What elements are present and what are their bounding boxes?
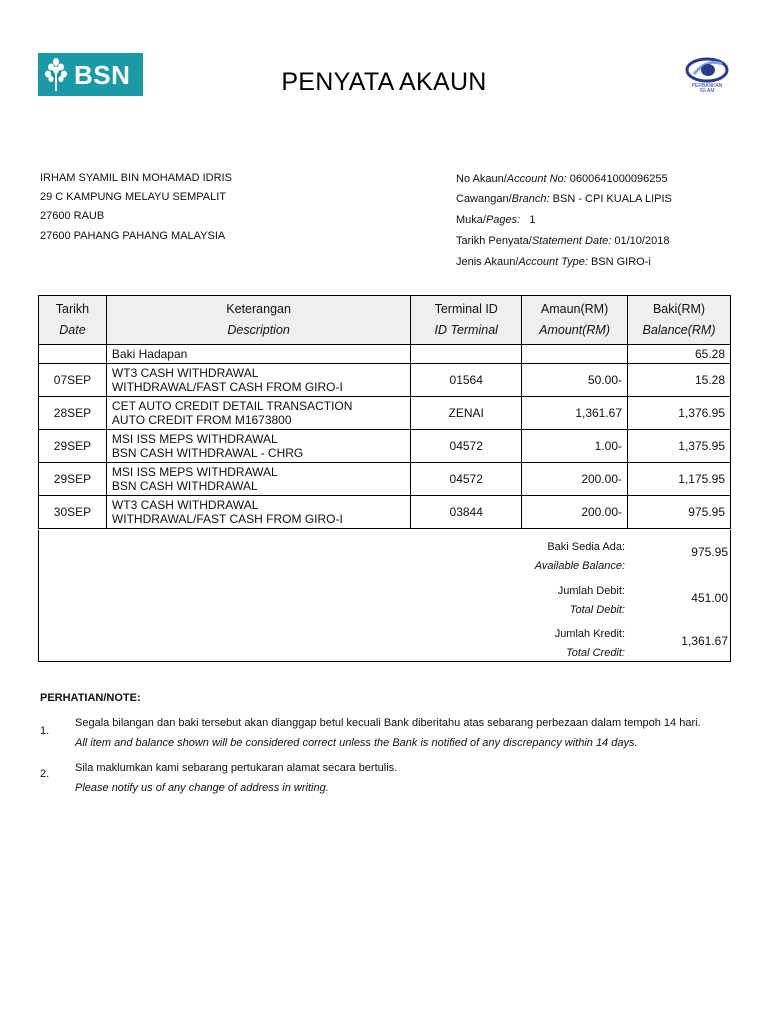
notes-heading: PERHATIAN/NOTE:: [40, 692, 141, 704]
account-type-row: [456, 256, 651, 268]
branch-label: Cawangan/: [456, 193, 512, 205]
balance-forward-label: Baki Hadapan: [106, 345, 410, 364]
total-debit-label: Jumlah Debit: Total Debit:: [557, 585, 625, 616]
row-date: 29SEP: [39, 463, 107, 496]
address-line-3: 27600 PAHANG PAHANG MALAYSIA: [40, 230, 226, 242]
note-number: 2.: [40, 768, 50, 780]
account-number-label: No Akaun/: [456, 173, 507, 185]
note-number: 1.: [40, 725, 50, 737]
account-type-label-en: Account Type:: [518, 256, 588, 268]
account-type-label: Jenis Akaun/: [456, 256, 519, 268]
header-balance: Baki(RM) Balance(RM): [628, 296, 731, 345]
note-item: Segala bilangan dan baki tersebut akan dianggap betul kecuali Bank diberitahu atas sebarang perbezaan dalam tempoh 14 hari. All item and balance shown will be considered correct unless the Bank is notified of any discrepancy within 14 days.: [75, 717, 701, 749]
pages-label: Muka/: [456, 214, 486, 226]
row-description: MSI ISS MEPS WITHDRAWAL BSN CASH WITHDRAWAL: [106, 463, 410, 496]
account-number-row: [456, 173, 668, 185]
table-row: [39, 430, 731, 463]
statement-date-label: Tarikh Penyata/: [456, 235, 532, 247]
table-row: [39, 496, 731, 529]
row-amount: 200.00-: [522, 496, 628, 529]
row-description: WT3 CASH WITHDRAWAL WITHDRAWAL/FAST CASH FROM GIRO-I: [106, 496, 410, 529]
row-description: CET AUTO CREDIT DETAIL TRANSACTION AUTO CREDIT FROM M1673800: [106, 397, 410, 430]
row-description: WT3 CASH WITHDRAWAL WITHDRAWAL/FAST CASH FROM GIRO-I: [106, 364, 410, 397]
row-balance: 975.95: [628, 496, 731, 529]
pages-row: [456, 214, 536, 226]
pages-label-en: Pages:: [485, 214, 521, 226]
row-balance: 1,376.95: [628, 397, 731, 430]
total-credit-label: Jumlah Kredit: Total Credit:: [554, 628, 625, 659]
balance-forward-row: [39, 345, 731, 364]
perbankan-islam-logo: [684, 56, 730, 92]
total-credit-value: 1,361.67: [681, 634, 728, 648]
row-terminal: 04572: [411, 463, 522, 496]
row-amount: 1,361.67: [522, 397, 628, 430]
table-row: [39, 364, 731, 397]
table-row: [39, 463, 731, 496]
row-date: 30SEP: [39, 496, 107, 529]
row-amount: 50.00-: [522, 364, 628, 397]
header-terminal: Terminal ID ID Terminal: [411, 296, 522, 345]
header-amount: Amaun(RM) Amount(RM): [522, 296, 628, 345]
row-terminal: 03844: [411, 496, 522, 529]
account-number-label-en: Account No:: [506, 173, 567, 185]
available-balance-value: 975.95: [691, 545, 728, 559]
available-balance-label: Baki Sedia Ada: Available Balance:: [534, 541, 625, 572]
perbankan-logo-caption: PERBANKAN ISLAM: [691, 83, 723, 94]
summary-box: [38, 530, 731, 662]
row-balance: 15.28: [628, 364, 731, 397]
row-balance: 1,375.95: [628, 430, 731, 463]
account-type-value: BSN GIRO-i: [590, 256, 651, 268]
row-terminal: 01564: [411, 364, 522, 397]
row-amount: 1.00-: [522, 430, 628, 463]
row-description: MSI ISS MEPS WITHDRAWAL BSN CASH WITHDRAWAL - CHRG: [106, 430, 410, 463]
row-amount: 200.00-: [522, 463, 628, 496]
statement-date-value: 01/10/2018: [614, 235, 670, 247]
branch-row: [456, 193, 672, 205]
statement-date-row: [456, 235, 669, 247]
row-date: 28SEP: [39, 397, 107, 430]
row-date: 07SEP: [39, 364, 107, 397]
customer-name: IRHAM SYAMIL BIN MOHAMAD IDRIS: [40, 172, 232, 184]
branch-value: BSN - CPI KUALA LIPIS: [552, 193, 672, 205]
statement-date-label-en: Statement Date:: [531, 235, 612, 247]
row-balance: 1,175.95: [628, 463, 731, 496]
header-description: Keterangan Description: [106, 296, 410, 345]
page-title: PENYATA AKAUN: [281, 68, 487, 96]
pages-value: 1: [529, 214, 536, 226]
note-item: Sila maklumkan kami sebarang pertukaran alamat secara bertulis. Please notify us of any change of address in writing.: [75, 762, 398, 794]
transactions-table: [38, 295, 731, 529]
address-line-1: 29 C KAMPUNG MELAYU SEMPALIT: [40, 191, 227, 203]
row-date: 29SEP: [39, 430, 107, 463]
address-line-2: 27600 RAUB: [40, 210, 105, 222]
account-number-value: 0600641000096255: [569, 173, 668, 185]
table-row: [39, 397, 731, 430]
bsn-logo-text: BSN: [74, 60, 131, 90]
total-debit-value: 451.00: [691, 591, 728, 605]
perbankan-swoosh-icon: [684, 56, 730, 84]
row-terminal: ZENAI: [411, 397, 522, 430]
row-terminal: 04572: [411, 430, 522, 463]
header-date: Tarikh Date: [39, 296, 107, 345]
balance-forward-value: 65.28: [628, 345, 731, 364]
table-header-row: [39, 296, 731, 345]
branch-label-en: Branch:: [511, 193, 550, 205]
